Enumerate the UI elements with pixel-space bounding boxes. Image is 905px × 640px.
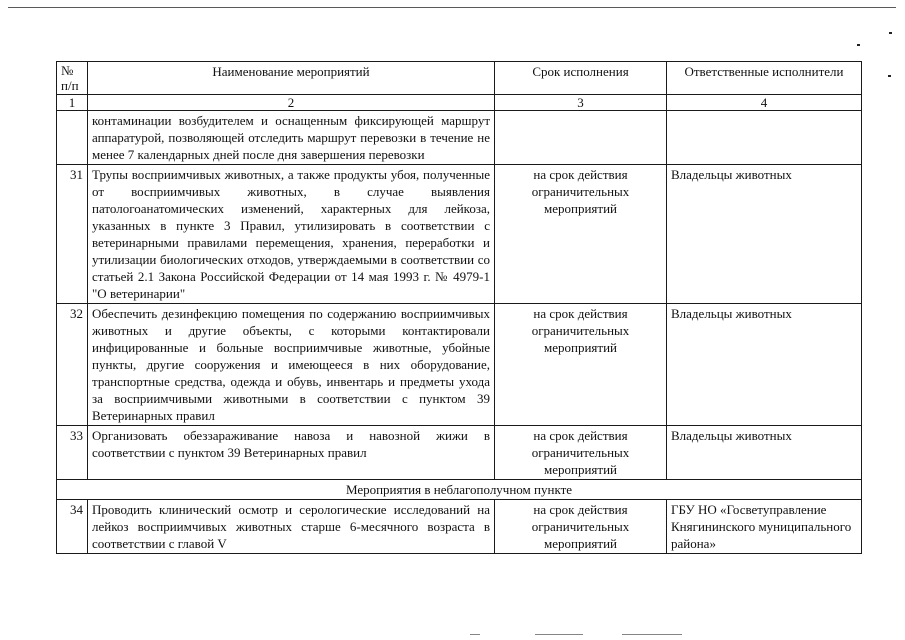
row-number-cell bbox=[57, 111, 88, 165]
measure-term: на срок действия ограничительных мероприятий bbox=[495, 500, 667, 554]
table-row bbox=[57, 500, 862, 554]
scan-mark bbox=[622, 634, 682, 635]
measure-responsible: Владельцы животных bbox=[667, 165, 862, 304]
measure-term: на срок действия ограничительных мероприятий bbox=[495, 304, 667, 426]
measure-name: Обеспечить дезинфекцию помещения по содержанию восприимчивых животных и другие объекты, с которыми контактировали инфицированные и больные восприимчивые животные, убойные пункты, другие сооружения и имеющееся в них оборудование, транспортные средства, одежда и обувь, инвентарь и предметы ухода за восприимчивыми животными в соответствии с пунктом 39 Ветеринарных правил bbox=[88, 304, 495, 426]
scan-speck bbox=[888, 75, 891, 77]
continuation-row bbox=[57, 111, 862, 165]
measure-name: Организовать обеззараживание навоза и навозной жижи в соответствии с пунктом 39 Ветеринарных правил bbox=[88, 426, 495, 480]
continuation-text: контаминации возбудителем и оснащенным фиксирующей маршрут аппаратурой, позволяющей отследить маршрут перевозки в течение не менее 7 календарных дней после дня завершения перевозки bbox=[88, 111, 495, 165]
row-number: 31 bbox=[57, 165, 88, 304]
scan-mark bbox=[470, 634, 480, 635]
column-numbering-row bbox=[57, 95, 862, 111]
measures-table bbox=[56, 61, 862, 554]
measure-name: Проводить клинический осмотр и серологические исследований на лейкоз восприимчивых животных старше 6-месячного возраста в соответствии с главой V bbox=[88, 500, 495, 554]
section-title: Мероприятия в неблагополучном пункте bbox=[57, 480, 862, 500]
scan-speck bbox=[857, 44, 860, 46]
column-number: 1 bbox=[57, 95, 88, 111]
header-num: № п/п bbox=[57, 62, 88, 95]
row-number: 34 bbox=[57, 500, 88, 554]
table-header-row bbox=[57, 62, 862, 95]
measure-responsible: Владельцы животных bbox=[667, 426, 862, 480]
header-responsible: Ответственные исполнители bbox=[667, 62, 862, 95]
scan-speck bbox=[889, 32, 892, 34]
term-cell bbox=[495, 111, 667, 165]
page-top-edge bbox=[8, 7, 896, 8]
header-name: Наименование мероприятий bbox=[88, 62, 495, 95]
measure-responsible: ГБУ НО «Госветуправление Княгининского муниципального района» bbox=[667, 500, 862, 554]
section-row bbox=[57, 480, 862, 500]
measure-responsible: Владельцы животных bbox=[667, 304, 862, 426]
header-term: Срок исполнения bbox=[495, 62, 667, 95]
row-number: 33 bbox=[57, 426, 88, 480]
table-row bbox=[57, 165, 862, 304]
column-number: 4 bbox=[667, 95, 862, 111]
table-row bbox=[57, 304, 862, 426]
column-number: 3 bbox=[495, 95, 667, 111]
measure-term: на срок действия ограничительных мероприятий bbox=[495, 426, 667, 480]
row-number: 32 bbox=[57, 304, 88, 426]
column-number: 2 bbox=[88, 95, 495, 111]
measure-term: на срок действия ограничительных мероприятий bbox=[495, 165, 667, 304]
responsible-cell bbox=[667, 111, 862, 165]
measure-name: Трупы восприимчивых животных, а также продукты убоя, полученные от восприимчивых животных, в случае выявления патологоанатомических изменений, характерных для лейкоза, указанных в пункте 3 Правил, утилизировать в соответствии с ветеринарными правилами перемещения, хранения, переработки и утилизации биологических отходов, утверждаемыми в соответствии со статьей 2.1 Закона Российской Федерации от 14 мая 1993 г. № 4979-1 "О ветеринарии" bbox=[88, 165, 495, 304]
table-row bbox=[57, 426, 862, 480]
scan-mark bbox=[535, 634, 583, 635]
